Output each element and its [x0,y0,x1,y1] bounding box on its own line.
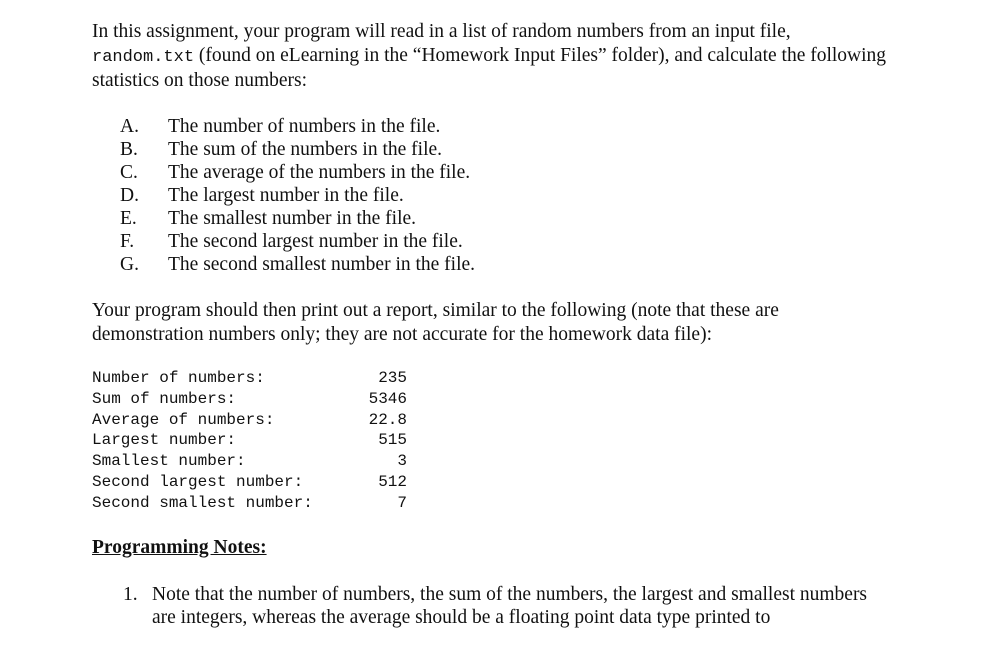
intro-text-before: In this assignment, your program will read in a list of random numbers from an input file, [92,21,791,42]
report-label: Second smallest number: [92,493,313,512]
report-label: Sum of numbers: [92,389,237,408]
report-row [92,430,422,451]
report-value: 515 [378,431,407,450]
intro-paragraph [92,20,892,93]
list-item-letter: B. [120,139,138,160]
report-row [92,389,422,410]
list-item-letter: C. [120,162,138,183]
list-item-letter: E. [120,208,137,229]
intro-filename: random.txt [92,47,195,67]
report-label: Largest number: [92,431,237,450]
report-label: Average of numbers: [92,410,275,429]
list-item-letter: F. [120,231,135,252]
report-label: Number of numbers: [92,369,265,387]
report-row [92,451,422,472]
list-item-text: The second smallest number in the file. [168,254,476,275]
intro-text-after: (found on eLearning in the “Homework Input Files” folder), and calculate the following statistics on those numbers: [92,44,887,91]
list-item-letter: G. [120,254,139,275]
report-value: 3 [397,452,407,471]
report-value: 5346 [368,389,407,408]
note-number: 1. [123,584,138,605]
list-item-letter: D. [120,185,139,206]
list-item [120,184,475,207]
report-value: 22.8 [368,410,407,429]
report-value: 235 [378,369,407,387]
programming-notes-heading: Programming Notes: [92,537,267,558]
list-item-text: The average of the numbers in the file. [168,162,471,183]
report-intro-paragraph: Your program should then print out a report, similar to the following (note that these are demonstration numbers only; they are not accurate for the homework data file): [92,300,779,345]
list-item-text: The largest number in the file. [168,185,404,206]
list-item-text: The smallest number in the file. [168,208,417,229]
list-item-text: The sum of the numbers in the file. [168,139,443,160]
report-value: 7 [397,493,407,512]
note-text: Note that the number of numbers, the sum of the numbers, the largest and smallest numbers are integers, whereas the average should be a floating point data type printed to [152,584,868,628]
report-label: Second largest number: [92,472,304,491]
note-item [123,583,883,629]
report-row [92,472,422,493]
list-item [120,138,475,161]
report-row [92,493,422,514]
list-item [120,161,475,184]
list-item [120,115,475,138]
report-label: Smallest number: [92,452,246,471]
sample-report [92,368,422,514]
list-item-letter: A. [120,116,139,137]
list-item-text: The second largest number in the file. [168,231,463,252]
list-item [120,230,475,253]
report-row [92,410,422,431]
statistics-list [120,115,475,276]
report-value: 512 [378,472,407,491]
list-item-text: The number of numbers in the file. [168,116,441,137]
list-item [120,253,475,276]
report-row [92,368,422,389]
list-item [120,207,475,230]
